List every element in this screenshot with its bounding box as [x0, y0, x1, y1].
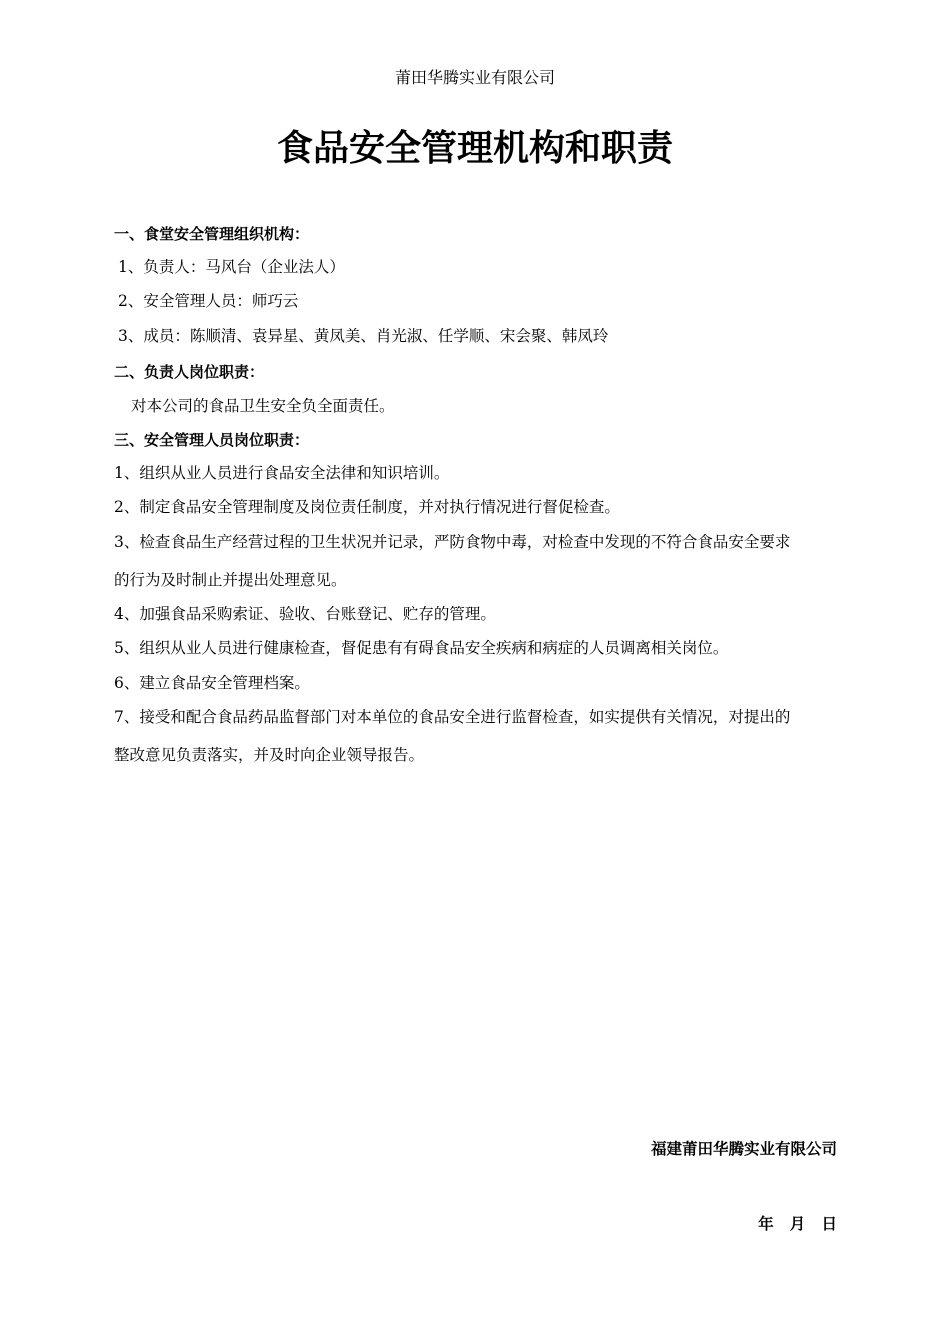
section-3-item-continuation: 整改意见负责落实，并及时向企业领导报告。 [114, 746, 425, 764]
document-title: 食品安全管理机构和职责 [276, 128, 673, 169]
section-2-text: 对本公司的食品卫生安全负全面责任。 [131, 397, 395, 415]
section-3-heading: 三、安全管理人员岗位职责： [114, 431, 310, 449]
section-1-item: 1、负责人：马风台（企业法人） [118, 258, 345, 276]
section-1-item: 3、成员：陈顺清、袁异星、黄凤美、肖光淑、任学顺、宋会聚、韩凤玲 [118, 327, 609, 345]
section-3-item: 5、组织从业人员进行健康检查，督促患有有碍食品安全疾病和病症的人员调离相关岗位。 [114, 639, 729, 657]
section-3-item: 4、加强食品采购索证、验收、台账登记、贮存的管理。 [114, 605, 496, 623]
section-1-item: 2、安全管理人员：师巧云 [118, 292, 299, 310]
section-3-item: 3、检查食品生产经营过程的卫生状况并记录，严防食物中毒，对检查中发现的不符合食品安全要求 [114, 533, 791, 551]
footer-date: 年 月 日 [758, 1215, 837, 1233]
section-2-heading: 二、负责人岗位职责： [114, 363, 265, 381]
section-3-item: 2、制定食品安全管理制度及岗位责任制度，并对执行情况进行督促检查。 [114, 498, 620, 516]
footer-company-name: 福建莆田华腾实业有限公司 [650, 1140, 837, 1158]
section-3-item: 7、接受和配合食品药品监督部门对本单位的食品安全进行监督检查，如实提供有关情况，对提出的 [114, 708, 791, 726]
section-3-item-continuation: 的行为及时制止并提出处理意见。 [114, 571, 347, 589]
section-3-item: 1、组织从业人员进行食品安全法律和知识培训。 [114, 464, 450, 482]
section-1-heading: 一、食堂安全管理组织机构： [114, 225, 310, 243]
section-3-item: 6、建立食品安全管理档案。 [114, 674, 310, 692]
header-company-name: 莆田华腾实业有限公司 [394, 68, 555, 87]
